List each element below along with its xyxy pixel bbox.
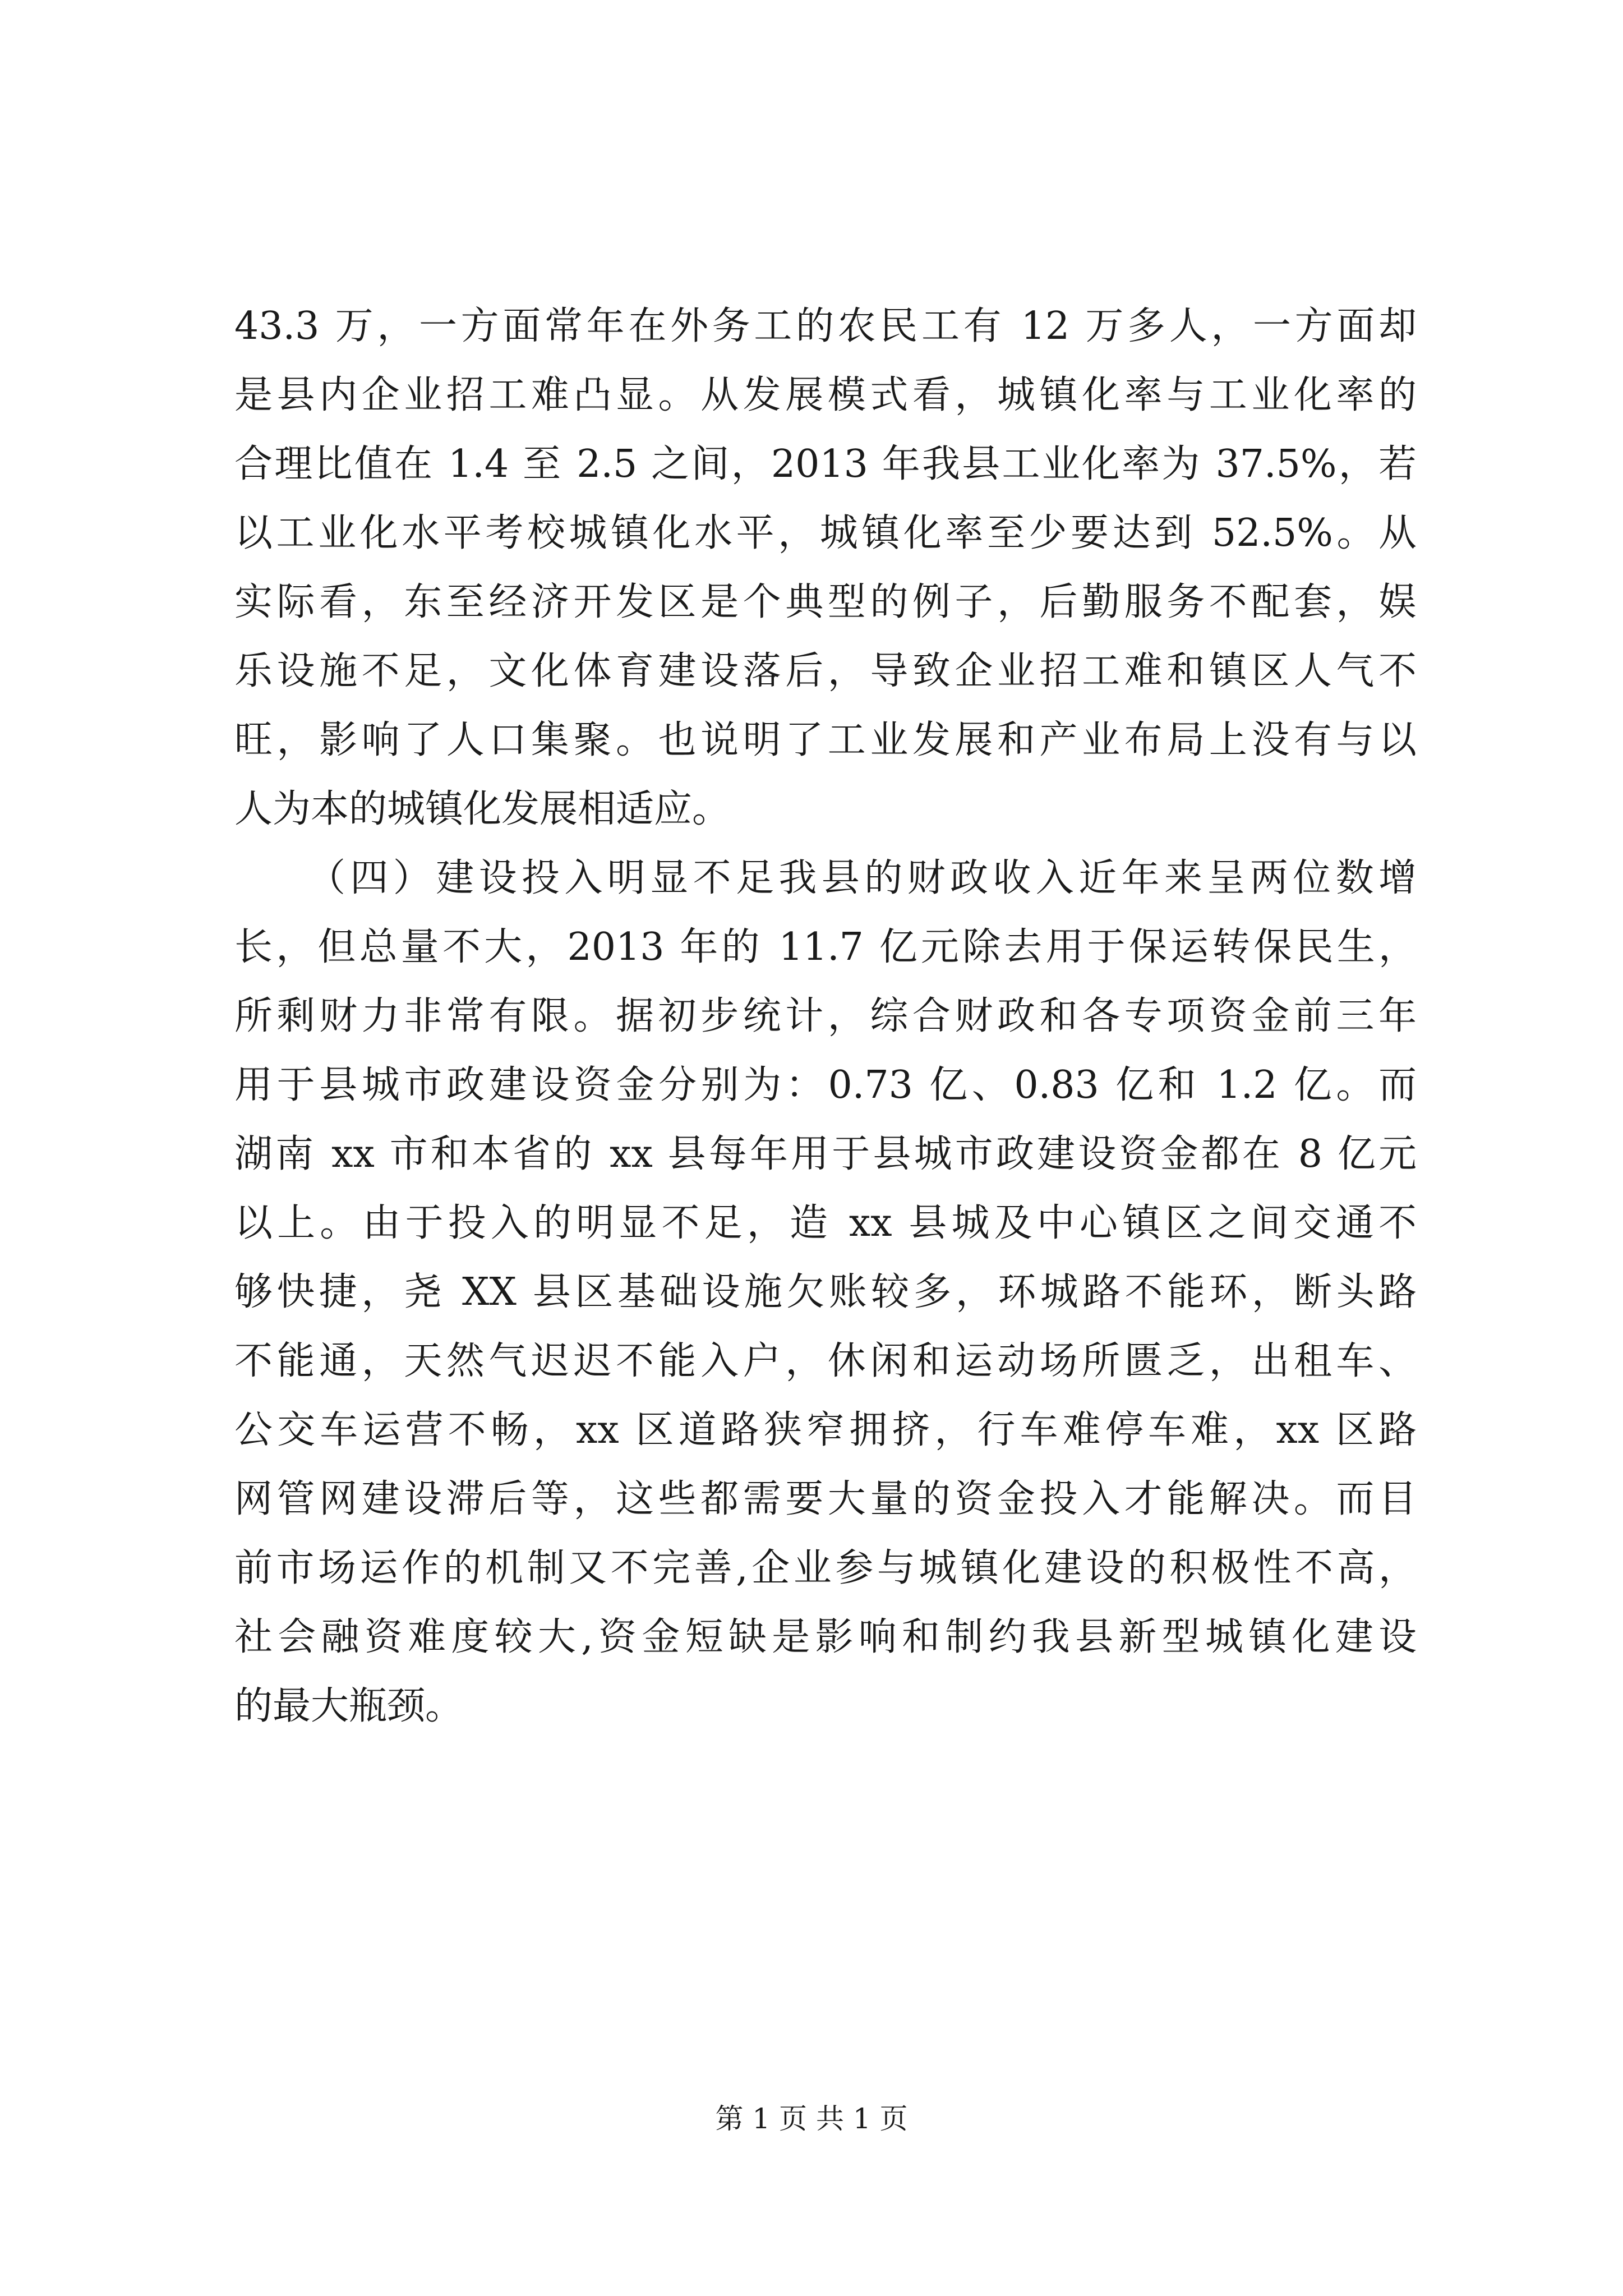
paragraph-1-line-5: 实际看，东至经济开发区是个典型的例子，后勤服务不配套，娱 xyxy=(234,580,1417,624)
paragraph-1-line-2: 是县内企业招工难凸显。从发展模式看，城镇化率与工业化率的 xyxy=(234,373,1417,417)
paragraph-2-line-3: 所剩财力非常有限。据初步统计，综合财政和各专项资金前三年 xyxy=(234,994,1417,1038)
paragraph-2-line-7: 够快捷，尧 XX 县区基础设施欠账较多，环城路不能环，断头路 xyxy=(234,1270,1417,1314)
paragraph-2-line-11: 前市场运作的机制又不完善,企业参与城镇化建设的积极性不高， xyxy=(234,1546,1417,1590)
paragraph-1-line-1: 43.3 万，一方面常年在外务工的农民工有 12 万多人，一方面却 xyxy=(234,304,1417,348)
paragraph-1-line-8: 人为本的城镇化发展相适应。 xyxy=(234,787,731,831)
paragraph-2-line-2: 长，但总量不大，2013 年的 11.7 亿元除去用于保运转保民生， xyxy=(234,925,1417,969)
paragraph-2-line-8: 不能通，天然气迟迟不能入户，休闲和运动场所匮乏，出租车、 xyxy=(234,1339,1417,1383)
paragraph-2-line-4: 用于县城市政建设资金分别为：0.73 亿、0.83 亿和 1.2 亿。而 xyxy=(234,1063,1417,1107)
paragraph-1-line-3: 合理比值在 1.4 至 2.5 之间，2013 年我县工业化率为 37.5%，若 xyxy=(234,442,1417,486)
paragraph-2-line-9: 公交车运营不畅，xx 区道路狭窄拥挤，行车难停车难，xx 区路 xyxy=(234,1408,1417,1452)
paragraph-2-line-13: 的最大瓶颈。 xyxy=(234,1684,464,1728)
paragraph-1-line-4: 以工业化水平考校城镇化水平，城镇化率至少要达到 52.5%。从 xyxy=(234,511,1417,555)
paragraph-2-line-6: 以上。由于投入的明显不足，造 xx 县城及中心镇区之间交通不 xyxy=(234,1201,1417,1245)
page-footer: 第 1 页 共 1 页 xyxy=(715,2102,908,2135)
paragraph-2-line-12: 社会融资难度较大,资金短缺是影响和制约我县新型城镇化建设 xyxy=(234,1615,1417,1659)
paragraph-1-line-7: 旺，影响了人口集聚。也说明了工业发展和产业布局上没有与以 xyxy=(234,718,1417,762)
document-body xyxy=(234,292,1417,1741)
paragraph-1-line-6: 乐设施不足，文化体育建设落后，导致企业招工难和镇区人气不 xyxy=(234,649,1417,693)
paragraph-2-line-5: 湖南 xx 市和本省的 xx 县每年用于县城市政建设资金都在 8 亿元 xyxy=(234,1132,1417,1176)
paragraph-2-line-10: 网管网建设滞后等，这些都需要大量的资金投入才能解决。而目 xyxy=(234,1477,1417,1521)
paragraph-2-line-1: （四）建设投入明显不足我县的财政收入近年来呈两位数增 xyxy=(307,856,1417,900)
